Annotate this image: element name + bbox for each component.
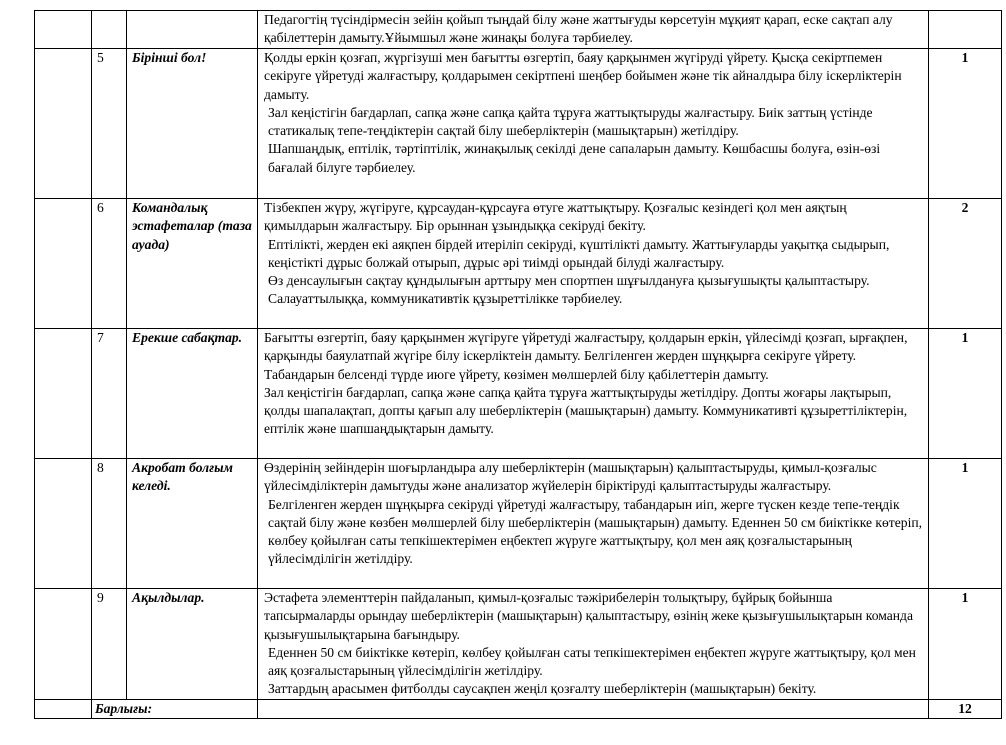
row-number: 9 [92,589,127,700]
lesson-description [258,459,929,589]
description-paragraph: Тізбекпен жүру, жүгіруге, құрсаудан-құрсауға өтуге жаттықтыру. Қозғалыс кезіндегі қол мен аяқтың қимылдарын жалғастыру. Бір орыннан ұзындыққа секіруді бекіту. [264,200,847,234]
row-number: 5 [92,49,127,199]
lesson-title: Ерекше сабақтар. [127,329,258,459]
empty-cell [35,199,92,329]
empty-cell [258,699,929,718]
description-paragraph: Еденнен 50 см биіктікке көтеріп, көлбеу қойылған саты тепкішектерімен еңбектеп жүруге жаттықтыру, қол мен аяқ қозғалыстарының үйлесімділігін жетілдіру. [268,644,916,679]
hours-count: 2 [929,199,1002,329]
description-paragraph: Заттардың арасымен фитболды саусақпен жеңіл қозғалту шеберліктерін (машықтарын) бекіту. [268,681,817,697]
lesson-description [258,11,929,49]
description-paragraph: Өз денсаулығын сақтау құндылығын арттыру мен спортпен шұғылдануға қызығушықты қалыптастыру. Салауаттылыққа, коммуникативтік құзыреттілікке тәрбиелеу. [268,273,870,307]
lesson-plan-table [34,10,1002,719]
total-label: Барлығы: [92,699,258,718]
description-paragraph: Ептілікті, жерден екі аяқпен бірдей итеріліп секіруді, күштілікті дамыту. Жаттығуларды уақытқа сыдырып, кеңістікті дұрыс болжай отырып, дұрыс әрі тиімді орындай білуді жалғастыру. [268,236,890,270]
table-row [35,589,1002,700]
description-paragraph: Эстафета элементтерін пайдаланып, қимыл-қозғалыс тәжірибелерін толықтыру, бұйрық бойынша тапсырмаларды орындау шеберліктерін (машықтарын) қалыптастыру, өзінің жеке қызығушылықтарын команда қызығушылықтарына бағындыру. [264,590,913,642]
empty-cell [35,699,92,718]
empty-cell [35,459,92,589]
hours-count: 1 [929,459,1002,589]
lesson-title: Командалық эстафеталар (таза ауада) [127,199,258,329]
table-row [35,11,1002,49]
description-paragraph: Қолды еркін қозғап, жүргізуші мен бағытты өзгертіп, баяу қарқынмен жүгіруді үйрету. Қысқа секіртпемен секіруге үйретуді жалғастыру, қолдарымен секіртпені шеңбер бойымен және тік айналдыра білу іскерліктерін дамыту. [264,50,902,102]
table-row [35,329,1002,459]
empty-cell [35,589,92,700]
table-body [35,11,1002,719]
hours-count: 1 [929,329,1002,459]
table-row [35,49,1002,199]
empty-cell [35,329,92,459]
lesson-title [127,11,258,49]
hours-count [929,11,1002,49]
description-paragraph: Зал кеңістігін бағдарлап, сапқа және сапқа қайта тұруға жаттықтыруды жетілдіру. Допты жоғары лақтырып, қолды шапалақтап, допты қағып алу шеберліктерін (машықтарын) дамыту. Коммуникативті құзыреттіліктерін, ептілік және шапшаңдықтарын дамыту. [264,384,908,437]
total-row [35,699,1002,718]
lesson-description [258,199,929,329]
total-hours: 12 [929,699,1002,718]
row-number: 8 [92,459,127,589]
lesson-description [258,329,929,459]
table-row [35,199,1002,329]
row-number: 6 [92,199,127,329]
lesson-description [258,49,929,199]
hours-count: 1 [929,49,1002,199]
lesson-title: Акробат болғым келеді. [127,459,258,589]
lesson-description [258,589,929,700]
empty-cell [35,49,92,199]
row-number [92,11,127,49]
empty-cell [35,11,92,49]
row-number: 7 [92,329,127,459]
table-row [35,459,1002,589]
lesson-title: Ақылдылар. [127,589,258,700]
description-paragraph: Өздерінің зейіндерін шоғырландыра алу шеберліктерін (машықтарын) қалыптастыруды, қимыл-қозғалыс үйлесімділіктерін дамытуды және анализатор жүйелерін біріктіруді қалыптастыруды жалғастыру. [264,460,877,494]
hours-count: 1 [929,589,1002,700]
description-paragraph: Шапшаңдық, ептілік, тәртіптілік, жинақылық секілді дене сапаларын дамыту. Көшбасшы болуға, өзін-өзі бағалай білуге тәрбиелеу. [268,141,881,175]
description-paragraph: Зал кеңістігін бағдарлап, сапқа және сапқа қайта тұруға жаттықтыруды жалғастыру. Биік заттың үстінде статикалық тепе-теңдіктерін сақтай білу шеберліктерін (машықтарын) жетілдіру. [268,104,873,139]
lesson-title: Бірінші бол! [127,49,258,199]
description-paragraph: Бағытты өзгертіп, баяу қарқынмен жүгіруге үйретуді жалғастыру, қолдарын еркін, үйлесімді қозғап, ырғақпен, қарқынды баяулатпай жүгіре білу іскерліктеін дамыту. Белгіленген жерден шұңқырға секіруге үйрету. Табандарын белсенді түрде июге үйрету, көзімен мөлшерлей білу қабілеттерін дамыту. [264,330,908,382]
description-paragraph: Белгіленген жерден шұңқырға секіруді үйретуді жалғастыру, табандарын иіп, жерге түскен кезде тепе-теңдік сақтай білу және көзбен мөлшерлей білу шеберліктерін (машықтарын) дамыту. Еденнен 50 см биіктікке көтеріп, көлбеу қойылған саты тепкішектерімен еңбектеп жүруге жаттықтыру, қол мен аяқ қозғалыстарының үйлесімділігін жетілдіру. [268,496,923,567]
description-paragraph: Педагогтің түсіндірмесін зейін қойып тыңдай білу және жаттығуды көрсетуін мұқият қарап, еске сақтап алу қабілеттерін дамыту.Ұйымшыл және жинақы болуға тәрбиелеу. [264,12,893,46]
